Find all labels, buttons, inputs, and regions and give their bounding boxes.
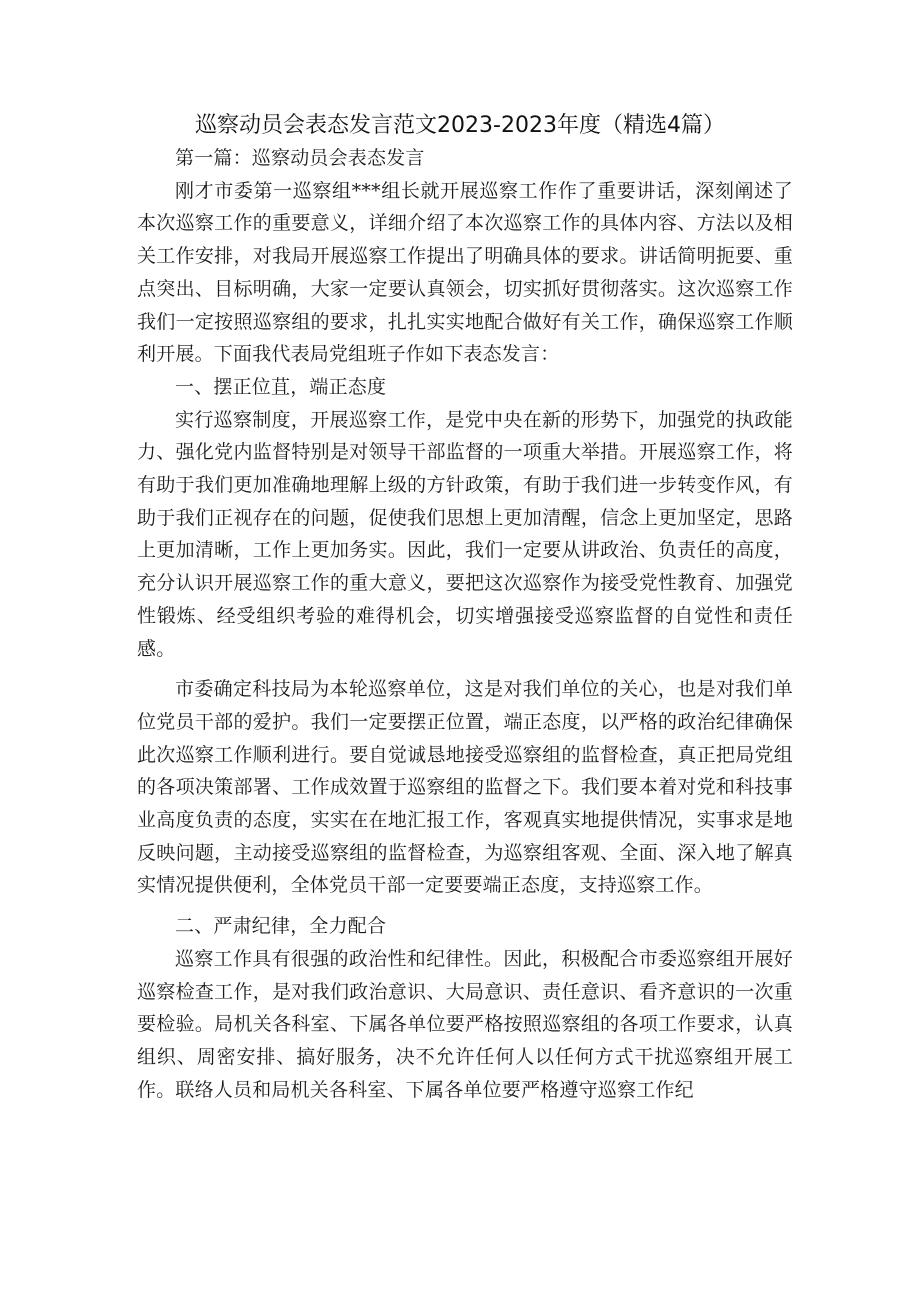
paragraph-2: 市委确定科技局为本轮巡察单位，这是对我们单位的关心，也是对我们单位党员干部的爱护。我们一定要摆正位置，端正态度，以严格的政治纪律确保此次巡察工作顺利进行。要自觉诚恳地接受巡察组的监督检查，真正把局党组的各项决策部署、工作成效置于巡察组的监督之下。我们要本着对党和科技事业高度负责的态度，实实在在地汇报工作，客观真实地提供情况，实事求是地反映问题，主动接受巡察组的监督检查，为巡察组客观、全面、深入地了解真实情况提供便利，全体党员干部一定要要端正态度，支持巡察工作。 bbox=[137, 678, 793, 897]
section-heading: 第一篇：巡察动员会表态发言 bbox=[175, 147, 425, 169]
subheading-1: 一、摆正位苴，端正态度 bbox=[175, 375, 387, 398]
paragraph-1: 实行巡察制度，开展巡察工作，是党中央在新的形势下，加强党的执政能力、强化党内监督特别是对领导干部监督的一项重大举措。开展巡察工作，将有助于我们更加准确地理解上级的方针政策，有助于我们进一步转变作风，有助于我们正视存在的问题，促使我们思想上更加清醒，信念上更加坚定，思路上更加清晰，工作上更加务实。因此，我们一定要从讲政治、负责任的高度，充分认识开展巡察工作的重大意义，要把这次巡察作为接受党性教育、加强党性锻炼、经受组织考验的难得机会，切实增强接受巡察监督的自觉性和责任感。 bbox=[137, 408, 793, 660]
subheading-2: 二、严肃纪律，全力配合 bbox=[175, 915, 387, 938]
document-body bbox=[137, 142, 793, 1106]
document-title: 巡察动员会表态发言范文2023-2023年度（精选4篇） bbox=[195, 113, 725, 138]
paragraph-intro: 刚才市委第一巡察组***组长就开展巡察工作作了重要讲话，深刻阐述了本次巡察工作的重要意义，详细介绍了本次巡察工作的具体内容、方法以及相关工作安排，对我局开展巡察工作提出了明确具体的要求。讲话简明扼要、重点突出、目标明确，大家一定要认真领会，切实抓好贯彻落实。这次巡察工作我们一定按照巡察组的要求，扎扎实实地配合做好有关工作，确保巡察工作顺利开展。下面我代表局党组班子作如下表态发言： bbox=[137, 179, 793, 366]
paragraph-3: 巡察工作具有很强的政治性和纪律性。因此，积极配合市委巡察组开展好巡察检查工作，是对我们政治意识、大局意识、责任意识、看齐意识的一次重要检验。局机关各科室、下属各单位要严格按照巡察组的各项工作要求，认真组织、周密安排、搞好服务，决不允许任何人以任何方式干扰巡察组开展工作。联络人员和局机关各科室、下属各单位要严格遵守巡察工作纪 bbox=[137, 947, 793, 1101]
